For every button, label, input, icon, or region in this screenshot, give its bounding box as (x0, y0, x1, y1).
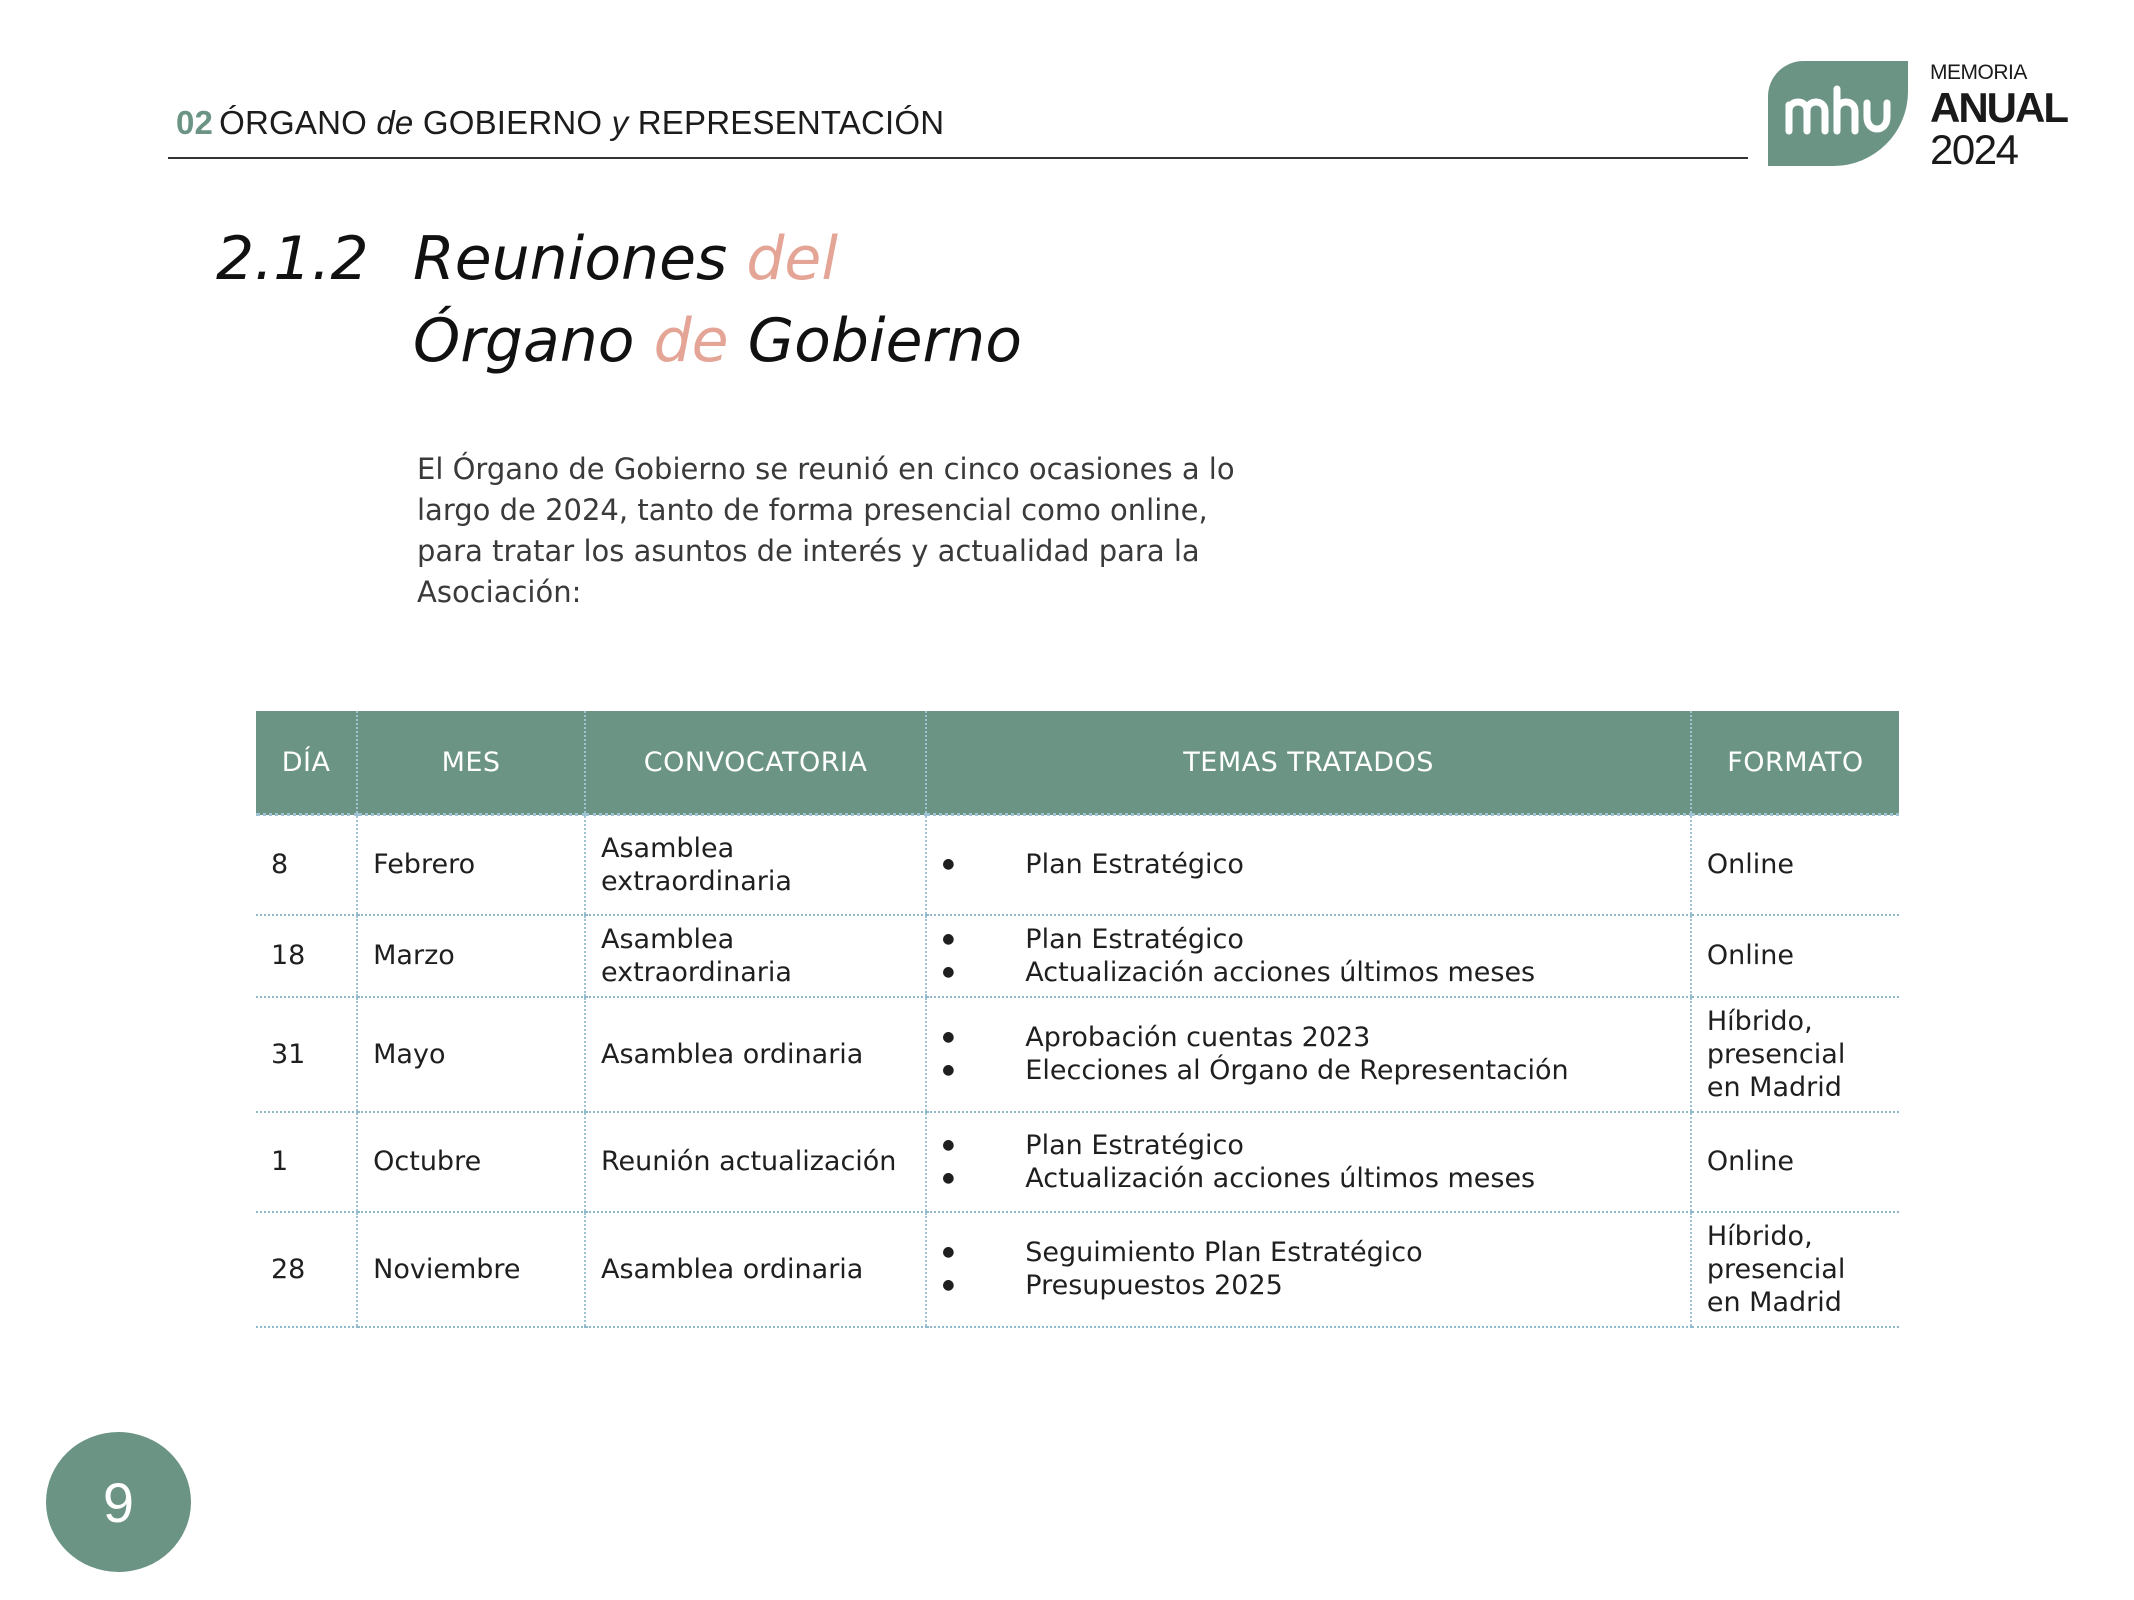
cell-mes: Marzo (357, 915, 585, 997)
section-title-part: de (376, 104, 414, 141)
intro-paragraph: El Órgano de Gobierno se reunió en cinco ocasiones a lo largo de 2024, tanto de forma presencial como online, para tratar los asuntos de interés y actualidad para la Asociación: (417, 452, 1235, 609)
logo-line-memoria: MEMORIA (1930, 61, 2027, 84)
cell-formato: Online (1691, 915, 1899, 997)
cell-temas (926, 1212, 1691, 1327)
header-mes: MES (357, 711, 585, 815)
cell-formato: Online (1691, 1112, 1899, 1212)
topic-item: ● Elecciones al Órgano de Representación (942, 1054, 1675, 1087)
logo-line-anual: ANUAL (1930, 84, 2067, 131)
section-title-part: ÓRGANO (219, 104, 377, 141)
section-title-part: y (611, 104, 629, 141)
title-text: Órgano (413, 306, 654, 376)
cell-formato: Híbrido, presencial en Madrid (1691, 1212, 1899, 1327)
topic-item: ● Plan Estratégico (942, 848, 1675, 881)
cell-temas (926, 815, 1691, 915)
cell-temas (926, 997, 1691, 1112)
mhu-logo-icon (1768, 61, 1908, 166)
page-number: 9 (102, 1470, 135, 1534)
header-convocatoria: CONVOCATORIA (585, 711, 926, 815)
table-row (256, 915, 1899, 997)
cell-dia: 1 (256, 1112, 357, 1212)
section-title-part: GOBIERNO (413, 104, 612, 141)
logo-line-year: 2024 (1930, 126, 2018, 173)
cell-dia: 8 (256, 815, 357, 915)
header-formato: FORMATO (1691, 711, 1899, 815)
title-line-2 (413, 300, 1022, 382)
cell-mes: Noviembre (357, 1212, 585, 1327)
cell-dia: 28 (256, 1212, 357, 1327)
section-header (176, 104, 944, 142)
topic-item: ● Plan Estratégico (942, 923, 1675, 956)
table-row (256, 1212, 1899, 1327)
title-accent: del (746, 224, 838, 294)
topic-item: ● Presupuestos 2025 (942, 1269, 1675, 1302)
table-header-row (256, 711, 1899, 815)
header-temas: TEMAS TRATADOS (926, 711, 1691, 815)
page-number-badge (46, 1432, 191, 1572)
cell-convocatoria: Asamblea ordinaria (585, 1212, 926, 1327)
cell-temas (926, 915, 1691, 997)
title-line-1 (413, 218, 838, 300)
cell-formato: Híbrido, presencial en Madrid (1691, 997, 1899, 1112)
topic-item: ● Plan Estratégico (942, 1129, 1675, 1162)
cell-dia: 18 (256, 915, 357, 997)
cell-convocatoria: Asamblea extraordinaria (585, 915, 926, 997)
cell-dia: 31 (256, 997, 357, 1112)
section-title-part: REPRESENTACIÓN (628, 104, 945, 141)
title-accent: de (653, 306, 729, 376)
topic-item: ● Actualización acciones últimos meses (942, 956, 1675, 989)
header-divider (168, 157, 1748, 159)
mhu-logo-mark (1783, 81, 1895, 143)
cell-mes: Febrero (357, 815, 585, 915)
table-row (256, 1112, 1899, 1212)
cell-convocatoria: Asamblea extraordinaria (585, 815, 926, 915)
topic-item: ● Actualización acciones últimos meses (942, 1162, 1675, 1195)
header-dia: DÍA (256, 711, 357, 815)
topic-item: ● Aprobación cuentas 2023 (942, 1021, 1675, 1054)
title-text: Reuniones (413, 224, 747, 294)
cell-formato: Online (1691, 815, 1899, 915)
cell-temas (926, 1112, 1691, 1212)
cell-convocatoria: Reunión actualización (585, 1112, 926, 1212)
meetings-table (256, 711, 1899, 1328)
cell-mes: Mayo (357, 997, 585, 1112)
cell-convocatoria: Asamblea ordinaria (585, 997, 926, 1112)
topic-item: ● Seguimiento Plan Estratégico (942, 1236, 1675, 1269)
annual-report-logo-text (1930, 62, 2067, 171)
cell-mes: Octubre (357, 1112, 585, 1212)
section-number: 02 (176, 104, 214, 141)
title-number: 2.1.2 (216, 224, 369, 294)
table-row (256, 815, 1899, 915)
table-row (256, 997, 1899, 1112)
title-text: Gobierno (728, 306, 1022, 376)
